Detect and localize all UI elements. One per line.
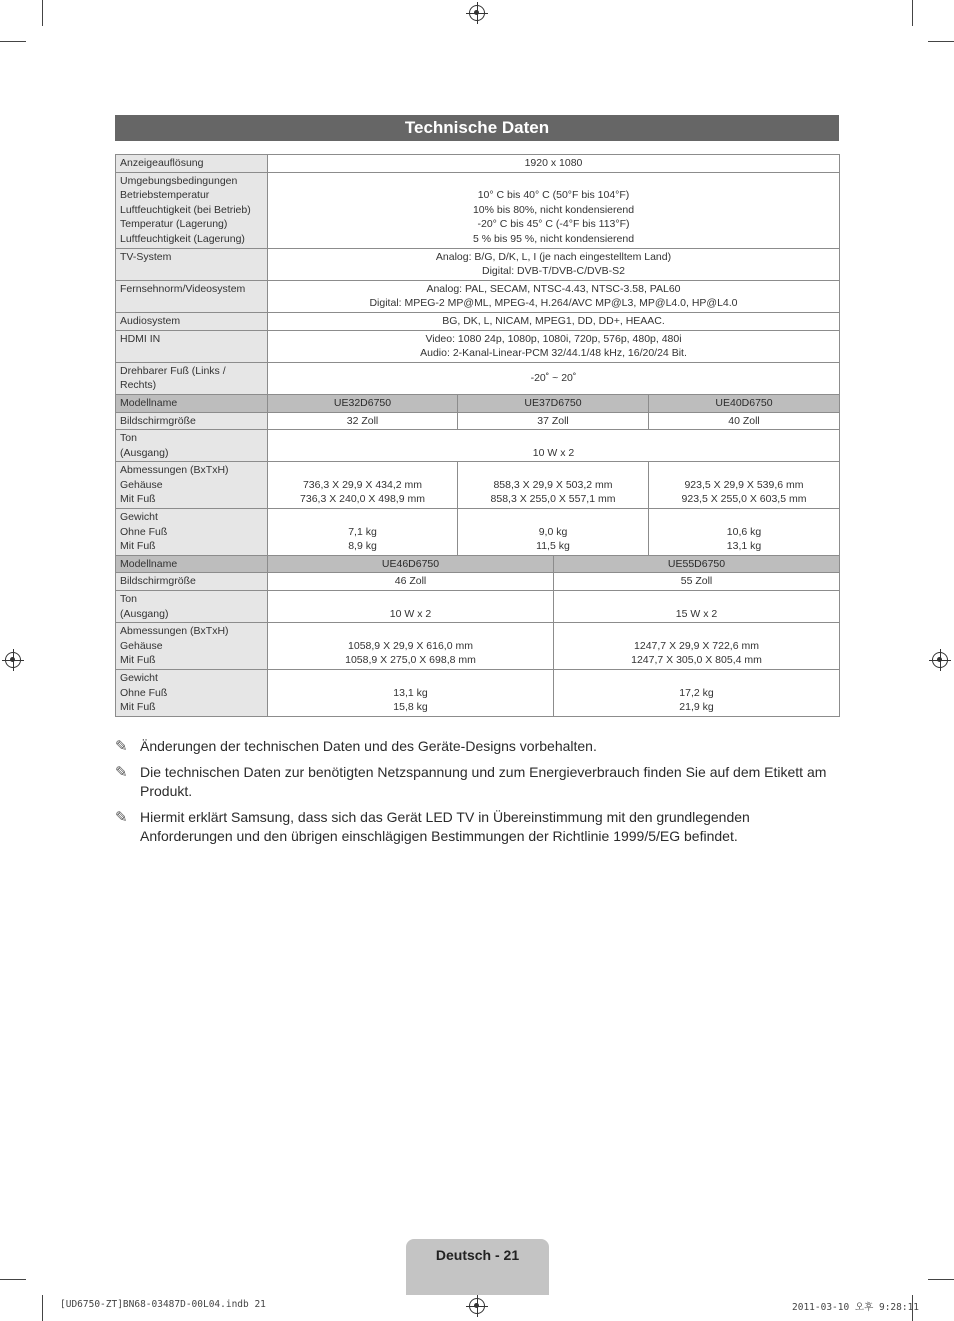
notes-list [115,737,839,853]
row-value: 858,3 X 29,9 X 503,2 mm 858,3 X 255,0 X 557,1 mm [458,462,649,509]
row-label: Modellname [116,555,268,573]
model-name: UE55D6750 [554,555,840,573]
row-value: 37 Zoll [458,412,649,430]
note-pencil-icon: ✎ [115,809,128,826]
row-label: Gewicht Ohne Fuß Mit Fuß [116,509,268,556]
row-value: 9,0 kg 11,5 kg [458,509,649,556]
row-label: Abmessungen (BxTxH) Gehäuse Mit Fuß [116,623,268,670]
row-label: Anzeigeauflösung [116,155,268,173]
row-label: Ton (Ausgang) [116,591,268,623]
model-name: UE32D6750 [268,394,458,412]
note-item [115,737,839,756]
row-value: 40 Zoll [649,412,840,430]
model-name: UE40D6750 [649,394,840,412]
row-value: Analog: B/G, D/K, L, I (je nach eingestelltem Land) Digital: DVB-T/DVB-C/DVB-S2 [268,248,840,280]
crop-mark [912,0,913,26]
table-row [116,412,840,430]
table-row [116,509,840,556]
table-row [116,623,840,670]
row-label: Audiosystem [116,312,268,330]
note-text: Hiermit erklärt Samsung, dass sich das Gerät LED TV in Übereinstimmung mit den grundlegenden Anforderungen und den übrigen einschlägigen Bestimmungen der Richtlinie 1999/5/EG befindet. [140,809,750,844]
table-row [116,555,840,573]
row-value: Video: 1080 24p, 1080p, 1080i, 720p, 576p, 480p, 480i Audio: 2-Kanal-Linear-PCM 32/44.1/48 kHz, 16/20/24 Bit. [268,330,840,362]
row-value: 32 Zoll [268,412,458,430]
table-row [116,155,840,173]
table-row [116,462,840,509]
row-value: 1058,9 X 29,9 X 616,0 mm 1058,9 X 275,0 X 698,8 mm [268,623,554,670]
row-value: 10 W x 2 [268,591,554,623]
registration-mark-icon [469,1298,485,1314]
row-value: 13,1 kg 15,8 kg [268,670,554,717]
crop-mark [928,41,954,42]
registration-mark-icon [469,5,485,21]
table-row [116,394,840,412]
registration-mark-icon [5,652,21,668]
row-value: 1920 x 1080 [268,155,840,173]
footer-timestamp: 2011-03-10 오후 9:28:11 [792,1302,920,1313]
note-item [115,763,839,801]
row-value: 46 Zoll [268,573,554,591]
crop-mark [928,1279,954,1280]
row-value: 55 Zoll [554,573,840,591]
note-text: Änderungen der technischen Daten und des Geräte-Designs vorbehalten. [140,738,597,754]
row-value: 15 W x 2 [554,591,840,623]
page-number: Deutsch - 21 [406,1239,549,1295]
row-value: 10,6 kg 13,1 kg [649,509,840,556]
crop-mark [0,41,26,42]
note-item [115,808,839,846]
row-label: Abmessungen (BxTxH) Gehäuse Mit Fuß [116,462,268,509]
table-row [116,248,840,280]
registration-mark-icon [932,652,948,668]
row-label: Fernsehnorm/Videosystem [116,280,268,312]
crop-mark [0,1279,26,1280]
row-label: HDMI IN [116,330,268,362]
table-row [116,280,840,312]
page-title: Technische Daten [115,115,839,141]
row-value: -20˚ ~ 20˚ [268,362,840,394]
model-name: UE37D6750 [458,394,649,412]
row-value: 7,1 kg 8,9 kg [268,509,458,556]
spec-table [115,154,840,717]
footer-file-name: [UD6750-ZT]BN68-03487D-00L04.indb 21 [60,1299,266,1310]
table-row [116,670,840,717]
row-label: Bildschirmgröße [116,573,268,591]
table-row [116,330,840,362]
crop-mark [42,1295,43,1321]
table-row [116,591,840,623]
table-row [116,430,840,462]
row-label: Ton (Ausgang) [116,430,268,462]
row-value: 17,2 kg 21,9 kg [554,670,840,717]
row-value: 736,3 X 29,9 X 434,2 mm 736,3 X 240,0 X 498,9 mm [268,462,458,509]
table-row [116,312,840,330]
note-text: Die technischen Daten zur benötigten Netzspannung und zum Energieverbrauch finden Sie auf dem Etikett am Produkt. [140,764,827,799]
row-label: TV-System [116,248,268,280]
row-label: Bildschirmgröße [116,412,268,430]
row-label: Modellname [116,394,268,412]
row-value: BG, DK, L, NICAM, MPEG1, DD, DD+, HEAAC. [268,312,840,330]
row-label: Drehbarer Fuß (Links / Rechts) [116,362,268,394]
table-row [116,172,840,248]
note-pencil-icon: ✎ [115,738,128,755]
row-label: Gewicht Ohne Fuß Mit Fuß [116,670,268,717]
model-name: UE46D6750 [268,555,554,573]
table-row [116,573,840,591]
row-value: 1247,7 X 29,9 X 722,6 mm 1247,7 X 305,0 X 805,4 mm [554,623,840,670]
row-value: Analog: PAL, SECAM, NTSC-4.43, NTSC-3.58, PAL60 Digital: MPEG-2 MP@ML, MPEG-4, H.264/AVC MP@L3, MP@L4.0, HP@L4.0 [268,280,840,312]
row-value: 10° C bis 40° C (50°F bis 104°F) 10% bis 80%, nicht kondensierend -20° C bis 45° C (-4°F bis 113°F) 5 % bis 95 %, nicht kondensierend [268,172,840,248]
crop-mark [42,0,43,26]
table-row [116,362,840,394]
note-pencil-icon: ✎ [115,764,128,781]
row-value: 10 W x 2 [268,430,840,462]
row-value: 923,5 X 29,9 X 539,6 mm 923,5 X 255,0 X 603,5 mm [649,462,840,509]
row-label: Umgebungsbedingungen Betriebstemperatur Luftfeuchtigkeit (bei Betrieb) Temperatur (Lagerung) Luftfeuchtigkeit (Lagerung) [116,172,268,248]
